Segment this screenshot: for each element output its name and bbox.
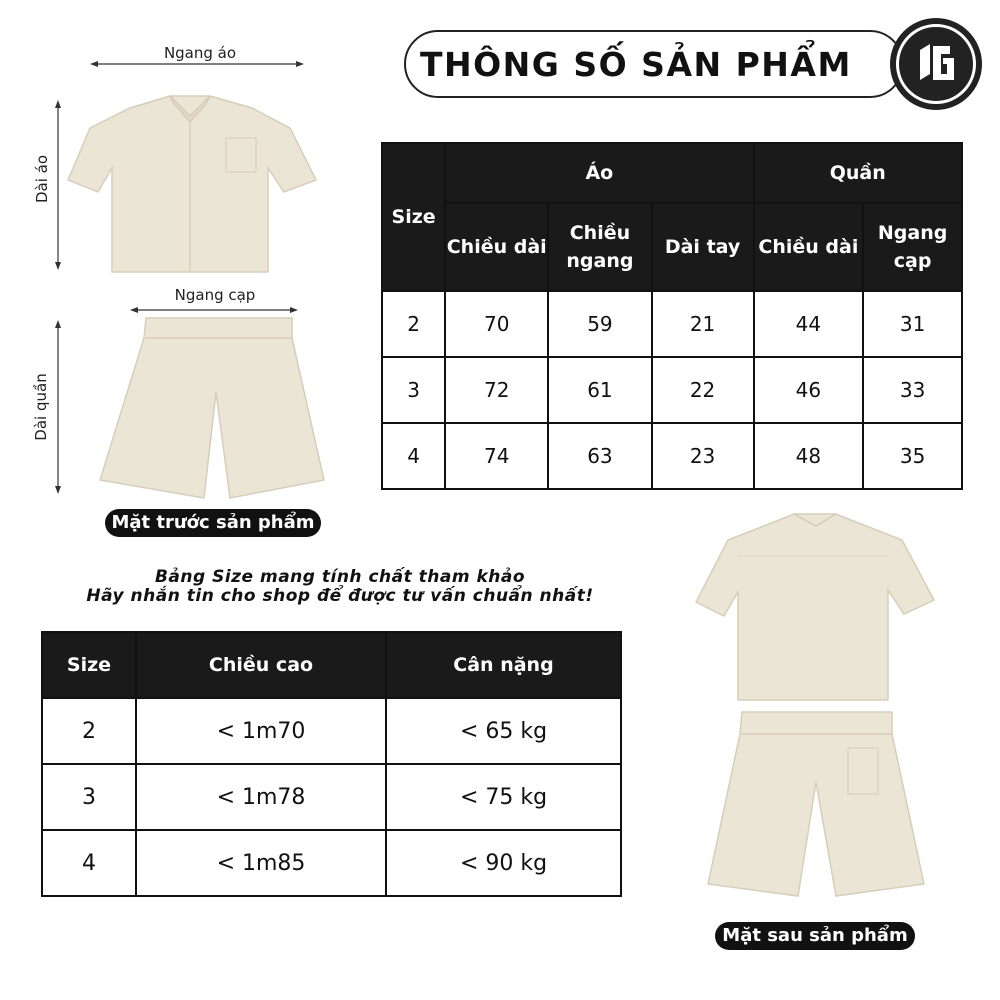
table-row xyxy=(42,764,621,830)
table-cell: 59 xyxy=(548,291,651,357)
table-cell: 48 xyxy=(754,423,864,489)
height-col-header: Chiều cao xyxy=(136,632,386,698)
table-cell: 74 xyxy=(445,423,548,489)
front-caption: Mặt trước sản phẩm xyxy=(105,509,321,537)
table-cell: 35 xyxy=(863,423,962,489)
table-cell: 2 xyxy=(42,698,136,764)
table-cell: 4 xyxy=(382,423,445,489)
table-cell: 44 xyxy=(754,291,864,357)
spec-pants-group-header: Quần xyxy=(754,143,962,203)
table-cell: 4 xyxy=(42,830,136,896)
spec-size-header: Size xyxy=(382,143,445,291)
spec-col-header: Chiều ngang xyxy=(548,203,651,291)
table-cell: < 65 kg xyxy=(386,698,621,764)
table-cell: < 1m70 xyxy=(136,698,386,764)
table-cell: < 90 kg xyxy=(386,830,621,896)
page-title: THÔNG SỐ SẢN PHẨM xyxy=(420,45,852,84)
table-cell: 72 xyxy=(445,357,548,423)
brand-logo-mark xyxy=(906,34,966,94)
table-cell: 61 xyxy=(548,357,651,423)
pants-length-label: Dài quần xyxy=(32,373,50,441)
product-spec-table xyxy=(381,142,963,490)
shirt-length-label: Dài áo xyxy=(33,154,51,204)
spec-col-header: Chiều dài xyxy=(754,203,864,291)
size-note xyxy=(40,568,640,606)
table-cell: 21 xyxy=(652,291,754,357)
table-cell: < 1m85 xyxy=(136,830,386,896)
table-cell: 31 xyxy=(863,291,962,357)
table-row xyxy=(382,357,962,423)
spec-col-header: Chiều dài xyxy=(445,203,548,291)
spec-col-header: Dài tay xyxy=(652,203,754,291)
table-cell: 2 xyxy=(382,291,445,357)
back-caption: Mặt sau sản phẩm xyxy=(715,922,915,950)
table-row xyxy=(382,291,962,357)
spec-col-header: Ngang cạp xyxy=(863,203,962,291)
table-row xyxy=(42,698,621,764)
size-recommendation-table xyxy=(41,631,622,897)
table-cell: 3 xyxy=(42,764,136,830)
table-cell: < 75 kg xyxy=(386,764,621,830)
back-product-illustration xyxy=(690,508,940,908)
weight-col-header: Cân nặng xyxy=(386,632,621,698)
spec-shirt-group-header: Áo xyxy=(445,143,753,203)
table-cell: 70 xyxy=(445,291,548,357)
waist-width-label: Ngang cạp xyxy=(174,286,256,304)
shirt-width-label: Ngang áo xyxy=(163,44,237,62)
table-cell: 63 xyxy=(548,423,651,489)
table-cell: 23 xyxy=(652,423,754,489)
table-row xyxy=(382,423,962,489)
table-cell: < 1m78 xyxy=(136,764,386,830)
size-note-line1: Bảng Size mang tính chất tham khảo xyxy=(154,567,526,587)
table-cell: 33 xyxy=(863,357,962,423)
table-row xyxy=(42,830,621,896)
size-note-line2: Hãy nhắn tin cho shop để được tư vấn chuẩn nhất! xyxy=(86,586,594,606)
size-col-header: Size xyxy=(42,632,136,698)
front-product-illustration xyxy=(20,40,350,520)
table-cell: 3 xyxy=(382,357,445,423)
table-cell: 46 xyxy=(754,357,864,423)
table-cell: 22 xyxy=(652,357,754,423)
